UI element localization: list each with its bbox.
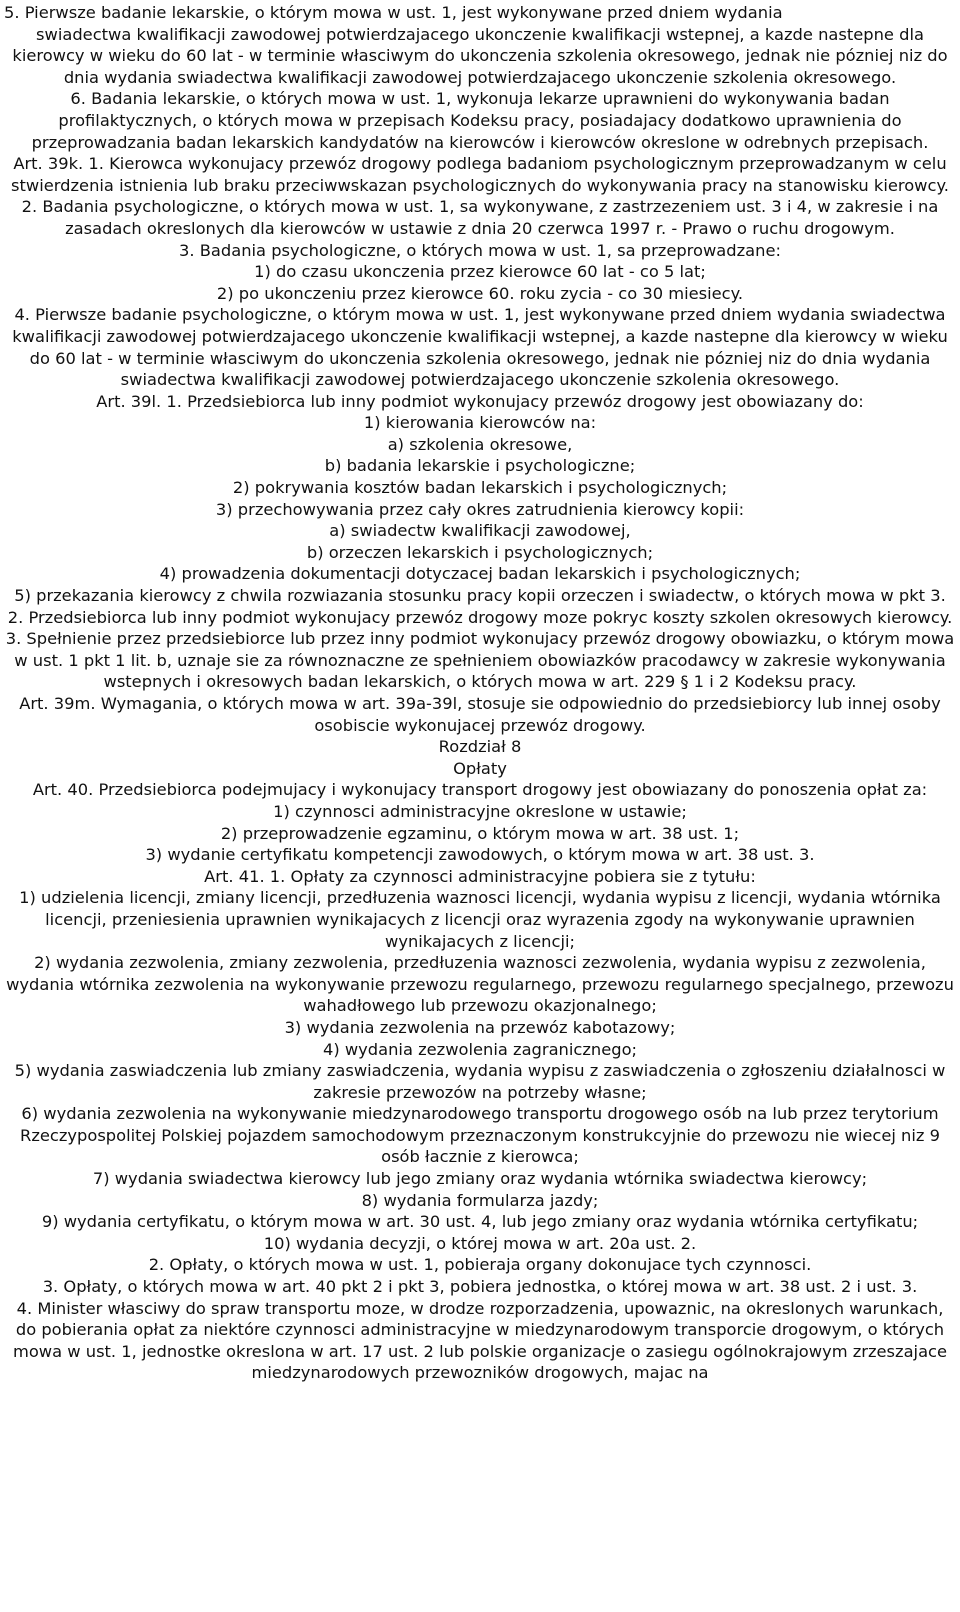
text-paragraph: 9) wydania certyfikatu, o którym mowa w art. 30 ust. 4, lub jego zmiany oraz wydania wtórnika certyfikatu;: [41, 1212, 919, 1232]
text-paragraph: 2) wydania zezwolenia, zmiany zezwolenia, przedłuzenia waznosci zezwolenia, wydania wypisu z zezwolenia, wydania wtórnika zezwolenia na wykonywanie przewozu regularnego, przewozu regularnego specjalnego, przewozu wahadłowego lub przewozu okazjonalnego;: [6, 953, 954, 1016]
text-paragraph: a) szkolenia okresowe,: [387, 434, 573, 454]
text-paragraph: 6. Badania lekarskie, o których mowa w ust. 1, wykonuja lekarze uprawnieni do wykonywania badan profilaktycznych, o których mowa w przepisach Kodeksu pracy, posiadajacy dodatkowo uprawnienia do przeprowadzania badan lekarskich kandydatów na kierowców i kierowców okreslone w odrebnych przepisach.: [31, 89, 929, 152]
text-paragraph: 1) kierowania kierowców na:: [363, 413, 597, 433]
text-paragraph: 1) czynnosci administracyjne okreslone w ustawie;: [273, 801, 687, 821]
text-paragraph: Art. 40. Przedsiebiorca podejmujacy i wykonujacy transport drogowy jest obowiazany do ponoszenia opłat za:: [32, 780, 928, 800]
text-paragraph: Art. 39k. 1. Kierowca wykonujacy przewóz drogowy podlega badaniom psychologicznym przeprowadzanym w celu stwierdzenia istnienia lub braku przeciwwskazan psychologicznych do wykonywania pracy na stanowisku kierowcy.: [11, 154, 949, 195]
text-paragraph: 7) wydania swiadectwa kierowcy lub jego zmiany oraz wydania wtórnika swiadectwa kierowcy;: [92, 1169, 868, 1189]
text-paragraph: 4) prowadzenia dokumentacji dotyczacej badan lekarskich i psychologicznych;: [159, 564, 801, 584]
text-paragraph: 5. Pierwsze badanie lekarskie, o którym mowa w ust. 1, jest wykonywane przed dniem wydania: [4, 3, 783, 22]
text-paragraph: 2. Opłaty, o których mowa w ust. 1, pobieraja organy dokonujace tych czynnosci.: [148, 1255, 812, 1275]
text-paragraph: 1) udzielenia licencji, zmiany licencji, przedłuzenia waznosci licencji, wydania wypisu z licencji, wydania wtórnika licencji, przeniesienia uprawnien wynikajacych z licencji oraz wyrazenia zgody na wykonywanie uprawnien wynikajacych z licencji;: [19, 888, 941, 951]
text-paragraph: 4. Minister własciwy do spraw transportu moze, w drodze rozporzadzenia, upowaznic, na okreslonych warunkach, do pobierania opłat za niektóre czynnosci administracyjne w miedzynarodowym transporcie drogowym, o których mowa w ust. 1, jednostke okreslona w art. 17 ust. 2 lub polskie organizacje o zasiegu ogólnokrajowym zrzeszajace miedzynarodowych przewozników drogowych, majac na: [12, 1298, 948, 1383]
text-paragraph: 4. Pierwsze badanie psychologiczne, o którym mowa w ust. 1, jest wykonywane przed dniem wydania swiadectwa kwalifikacji zawodowej potwierdzajacego ukonczenie kwalifikacji wstepnej, a kazde nastepne dla kierowcy w wieku do 60 lat - w terminie własciwym do ukonczenia szkolenia okresowego, jednak nie pózniej niz do dnia wydania swiadectwa kwalifikacji zawodowej potwierdzajacego ukonczenie szkolenia okresowego.: [12, 305, 948, 390]
text-paragraph: 2) po ukonczeniu przez kierowce 60. roku zycia - co 30 miesiecy.: [216, 283, 744, 303]
text-paragraph: swiadectwa kwalifikacji zawodowej potwierdzajacego ukonczenie kwalifikacji wstepnej, a kazde nastepne dla kierowcy w wieku do 60 lat - w terminie własciwym do ukonczenia szkolenia okresowego, jednak nie pózniej niz do dnia wydania swiadectwa kwalifikacji zawodowej potwierdzajacego ukonczenie szkolenia okresowego.: [12, 24, 948, 87]
text-paragraph: 6) wydania zezwolenia na wykonywanie miedzynarodowego transportu drogowego osób na lub przez terytorium Rzeczypospolitej Polskiej pojazdem samochodowym przeznaczonym konstrukcyjnie do przewozu nie wiecej niz 9 osób łacznie z kierowca;: [20, 1104, 940, 1167]
text-paragraph: Art. 41. 1. Opłaty za czynnosci administracyjne pobiera sie z tytułu:: [204, 866, 756, 886]
text-paragraph: Art. 39l. 1. Przedsiebiorca lub inny podmiot wykonujacy przewóz drogowy jest obowiazany do:: [96, 391, 864, 411]
text-paragraph: Opłaty: [453, 758, 507, 778]
text-paragraph: 3) wydania zezwolenia na przewóz kabotazowy;: [284, 1017, 676, 1037]
text-paragraph: 2) przeprowadzenie egzaminu, o którym mowa w art. 38 ust. 1;: [220, 823, 740, 843]
text-paragraph: 2) pokrywania kosztów badan lekarskich i psychologicznych;: [232, 478, 728, 498]
text-paragraph: Art. 39m. Wymagania, o których mowa w art. 39a-39l, stosuje sie odpowiednio do przedsiebiorcy lub innej osoby osobiscie wykonujacej przewóz drogowy.: [19, 694, 941, 735]
text-paragraph: Rozdział 8: [438, 737, 522, 757]
text-paragraph: 1) do czasu ukonczenia przez kierowce 60 lat - co 5 lat;: [254, 262, 706, 282]
text-paragraph: b) badania lekarskie i psychologiczne;: [324, 456, 636, 476]
text-paragraph: 3. Spełnienie przez przedsiebiorce lub przez inny podmiot wykonujacy przewóz drogowy obowiazku, o którym mowa w ust. 1 pkt 1 lit. b, uznaje sie za równoznaczne ze spełnieniem obowiazków pracodawcy w zakresie wykonywania wstepnych i okresowych badan lekarskich, o których mowa w art. 229 § 1 i 2 Kodeksu pracy.: [5, 629, 955, 692]
text-paragraph: 5) przekazania kierowcy z chwila rozwiazania stosunku pracy kopii orzeczen i swiadectw, o których mowa w pkt 3.: [14, 586, 946, 606]
text-paragraph: 2. Przedsiebiorca lub inny podmiot wykonujacy przewóz drogowy moze pokryc koszty szkolen okresowych kierowcy.: [7, 607, 953, 627]
document-body: [4, 2, 956, 1384]
text-paragraph: b) orzeczen lekarskich i psychologicznych;: [306, 542, 654, 562]
text-paragraph: 5) wydania zaswiadczenia lub zmiany zaswiadczenia, wydania wypisu z zaswiadczenia o zgłoszeniu działalnosci w zakresie przewozów na potrzeby własne;: [14, 1061, 946, 1102]
text-paragraph: 8) wydania formularza jazdy;: [361, 1190, 599, 1210]
text-paragraph: 3) przechowywania przez cały okres zatrudnienia kierowcy kopii:: [215, 499, 745, 519]
text-paragraph: 3. Opłaty, o których mowa w art. 40 pkt 2 i pkt 3, pobiera jednostka, o której mowa w art. 38 ust. 2 i ust. 3.: [42, 1277, 918, 1297]
text-paragraph: 3) wydanie certyfikatu kompetencji zawodowych, o którym mowa w art. 38 ust. 3.: [145, 845, 815, 865]
text-paragraph: a) swiadectw kwalifikacji zawodowej,: [329, 521, 631, 541]
text-paragraph: 2. Badania psychologiczne, o których mowa w ust. 1, sa wykonywane, z zastrzezeniem ust. 3 i 4, w zakresie i na zasadach okreslonych dla kierowców w ustawie z dnia 20 czerwca 1997 r. - Prawo o ruchu drogowym.: [21, 197, 939, 238]
text-paragraph: 3. Badania psychologiczne, o których mowa w ust. 1, sa przeprowadzane:: [179, 240, 781, 260]
text-paragraph: 10) wydania decyzji, o której mowa w art. 20a ust. 2.: [263, 1233, 697, 1253]
text-paragraph: 4) wydania zezwolenia zagranicznego;: [322, 1039, 638, 1059]
